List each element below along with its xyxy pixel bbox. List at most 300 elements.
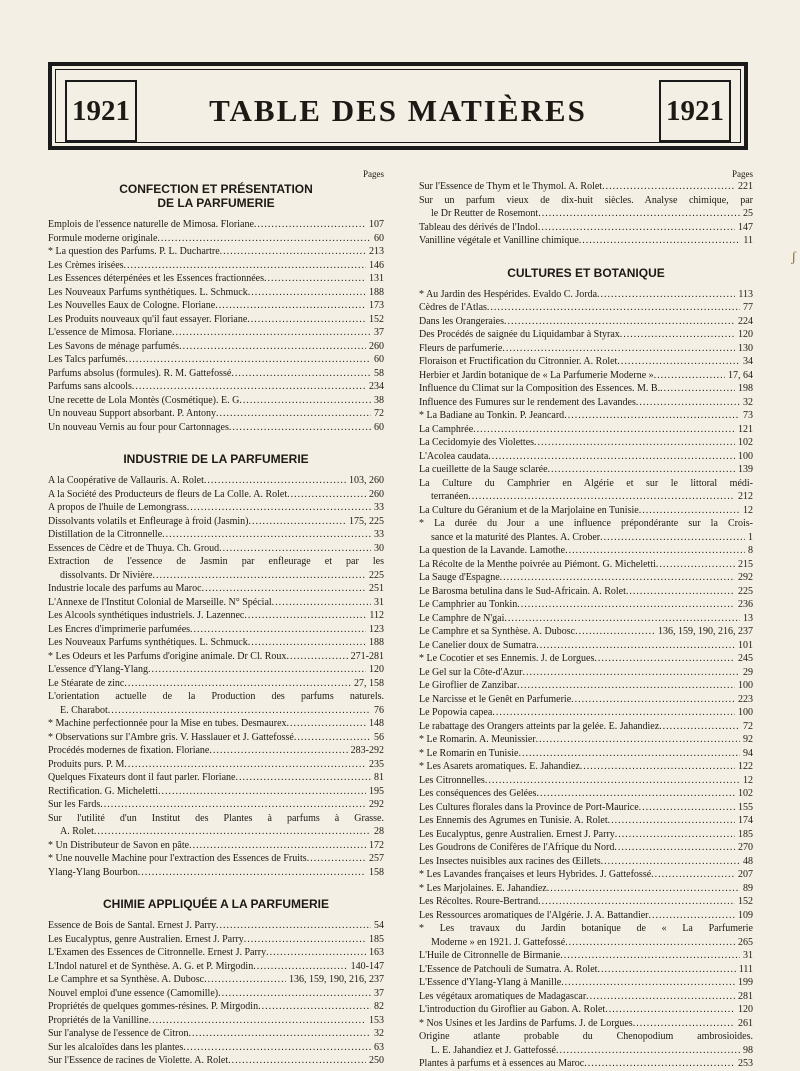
page-number: 58 (374, 367, 384, 379)
toc-entry (419, 841, 753, 855)
dot-leader (485, 774, 740, 788)
toc-entry (48, 501, 384, 515)
entry-title: Les Ennemis des Agrumes en Tunisie. A. Rolet (419, 815, 608, 826)
page-number: 37 (374, 327, 384, 338)
page-number: 98 (743, 1044, 753, 1056)
entry-title: Industrie locale des parfums au Maroc (48, 583, 202, 594)
page-number: 270 (738, 842, 753, 853)
margin-mark-icon: ʃ (791, 250, 796, 265)
section-title-cultures: CULTURES ET BOTANIQUE (507, 265, 665, 280)
dot-leader (608, 814, 735, 828)
page-number: 188 (369, 286, 384, 298)
entry-title: A propos de l'huile de Lemongrass (48, 502, 187, 513)
dot-leader (204, 474, 346, 488)
toc-entry (419, 693, 753, 707)
entry-title: * Les Odeurs et les Parfums d'origine animale. Dr Cl. Roux (48, 650, 287, 662)
entry-title: Les Citronnelles (419, 774, 485, 786)
page-number: 100 (738, 680, 753, 691)
toc-entry (419, 787, 753, 801)
toc-entry (48, 340, 384, 354)
toc-entry (48, 839, 384, 853)
toc-entry (48, 218, 384, 232)
dot-leader (307, 852, 366, 866)
entry-title-line: Extraction de l'essence de Jasmin par enfleurage et par les (48, 556, 384, 567)
dot-leader (636, 396, 740, 410)
toc-entry (419, 976, 753, 990)
dot-leader (204, 973, 286, 987)
toc-entry (48, 555, 384, 582)
toc-entry (419, 396, 753, 410)
toc-entry (419, 855, 753, 869)
entry-list-chimie-continued (419, 180, 753, 248)
toc-entry (48, 663, 384, 677)
dot-leader (649, 909, 735, 923)
page-number: 148 (369, 718, 384, 729)
entry-title: Les Ressources aromatiques de l'Algérie. J. A. Battandier (419, 909, 649, 921)
entry-title: Les Insectes nuisibles aux racines des Œillets (419, 855, 601, 867)
entry-title: Un nouveau Vernis au four pour Cartonnages (48, 421, 229, 433)
entry-title: Les Savons de ménage parfumés (48, 340, 180, 352)
dot-leader (138, 866, 366, 880)
left-column (48, 168, 384, 1068)
dot-leader (219, 542, 371, 556)
page-number: 72 (743, 720, 753, 732)
toc-entry (419, 544, 753, 558)
page-number: 32 (743, 396, 753, 408)
page-number: 11 (743, 235, 753, 246)
page-number: 155 (738, 801, 753, 813)
toc-entry (419, 612, 753, 626)
section-title-industrie: INDUSTRIE DE LA PARFUMERIE (123, 452, 309, 466)
toc-entry (48, 232, 384, 246)
entry-title: Quelques Fixateurs dont il faut parler. Floriane (48, 772, 236, 783)
dot-leader (534, 436, 735, 450)
dot-leader (253, 960, 347, 974)
page-title: TABLE DES MATIÈRES (209, 93, 587, 128)
entry-title: L'introduction du Giroflier au Gabon. A. Rolet (419, 1004, 606, 1015)
toc-entry (48, 1054, 384, 1068)
entry-title: Propriétés de quelques gommes-résines. P. Mirgodin (48, 1001, 259, 1012)
page-number: 48 (743, 855, 753, 867)
entry-title-line: Sur l'utilité d'un Institut des Plantes à parfums à Grasse. (48, 812, 384, 824)
dot-leader (538, 895, 735, 909)
page-number: 12 (743, 774, 753, 786)
year-left: 1921 (65, 80, 137, 142)
entry-title: Les Cultures florales dans la Province de Port-Maurice (419, 801, 639, 813)
page-number: 224 (738, 315, 753, 327)
toc-entry (48, 245, 384, 259)
entry-title: * Nos Usines et les Jardins de Parfums. J. de Lorgues (419, 1017, 633, 1029)
entry-title: Le Narcisse et le Genêt en Parfumerie (419, 693, 572, 705)
entry-title: * Au Jardin des Hespérides. Evaldo C. Jorda (419, 288, 598, 300)
toc-entry (48, 1014, 384, 1028)
entry-title: Les Nouvelles Eaux de Cologne. Floriane (48, 300, 216, 311)
page-number: 221 (738, 181, 753, 192)
entry-title: Les Nouveaux Parfums synthétiques. L. Schmuck (48, 637, 248, 648)
toc-entry (48, 1027, 384, 1041)
toc-entry (48, 771, 384, 785)
toc-entry (48, 785, 384, 799)
dot-leader (517, 598, 735, 612)
dot-leader (149, 1014, 366, 1028)
toc-entry (48, 421, 384, 435)
page-number: 207 (738, 869, 753, 880)
toc-entry (419, 760, 753, 774)
page-number: 152 (738, 896, 753, 907)
toc-entry (419, 828, 753, 842)
entry-title: Herbier et Jardin botanique de « La Parfumerie Moderne » (419, 369, 654, 381)
dot-leader (517, 679, 735, 693)
dot-leader (487, 301, 740, 315)
page-number: 136, 159, 190, 216, 237 (289, 974, 384, 985)
page-number: 100 (738, 450, 753, 462)
page-number: 33 (374, 502, 384, 513)
entry-title: L'Acolea caudata (419, 450, 489, 462)
page-number: 82 (374, 1001, 384, 1012)
toc-entry (419, 301, 753, 315)
entry-title: Les végétaux aromatiques de Madagascar (419, 990, 587, 1002)
entry-title: L'Essence de Patchouli de Sumatra. A. Rolet (419, 963, 598, 975)
entry-title: La Cecidomyie des Violettes (419, 437, 535, 448)
entry-title: Le Barosma betulina dans le Sud-Africain. A. Rolet (419, 585, 626, 597)
entry-title: A la Société des Producteurs de fleurs de La Colle. A. Rolet (48, 488, 288, 500)
entry-title: Le Camphrier au Tonkin (419, 599, 518, 610)
toc-entry (48, 299, 384, 313)
pages-label: Pages (732, 169, 753, 179)
page-number: 72 (374, 408, 384, 419)
toc-entry (419, 706, 753, 720)
page-number: 120 (738, 329, 753, 340)
dot-leader (124, 758, 366, 772)
page-number: 234 (369, 381, 384, 392)
toc-entry (48, 609, 384, 623)
entry-title-continuation (419, 936, 753, 950)
entry-title: Nouvel emploi d'une essence (Camomille) (48, 987, 219, 999)
entry-title: L'Examen des Essences de Citronnelle. Ernest J. Parry (48, 947, 267, 958)
dot-leader (584, 1057, 735, 1071)
toc-entry (419, 450, 753, 464)
dot-leader (536, 733, 740, 747)
dot-leader (264, 272, 366, 286)
dot-leader (179, 340, 366, 354)
dot-leader (209, 744, 347, 758)
toc-entry (419, 625, 753, 639)
dot-leader (124, 259, 366, 273)
dot-leader (617, 355, 740, 369)
page-number: 56 (374, 731, 384, 743)
entry-title: La Culture du Géranium et de la Marjolaine en Tunisie (419, 504, 639, 516)
dot-leader (502, 342, 735, 356)
section-title-confection (48, 182, 384, 210)
entry-title: terranéen (431, 491, 469, 502)
page-number: 257 (369, 853, 384, 864)
dot-leader (597, 288, 735, 302)
dot-leader (656, 558, 735, 572)
entry-title: Fleurs de parfumerie (419, 342, 503, 354)
entry-title: le Dr Reutter de Rosemont (431, 208, 539, 219)
page-number: 260 (369, 340, 384, 352)
dot-leader (231, 367, 371, 381)
toc-entry (419, 355, 753, 369)
dot-leader (162, 528, 371, 542)
toc-entry (48, 394, 384, 408)
entry-title: Les conséquences des Gelées (419, 788, 537, 799)
dot-leader (518, 747, 740, 761)
page-number: 120 (738, 1004, 753, 1015)
entry-title: Dans les Orangeraies (419, 315, 504, 327)
dot-leader (187, 501, 371, 515)
toc-entry (48, 542, 384, 556)
entry-title: Le Gel sur la Côte-d'Azur (419, 666, 523, 678)
dot-leader (216, 407, 371, 421)
toc-entry (48, 1041, 384, 1055)
dot-leader (614, 841, 735, 855)
page-number: 225 (738, 585, 753, 597)
entry-title: Le Camphre et sa Synthèse. A. Dubosc (419, 626, 576, 637)
dot-leader (202, 582, 366, 596)
page-number: 89 (743, 882, 753, 894)
dot-leader (158, 785, 366, 799)
toc-entry (48, 272, 384, 286)
toc-entry (419, 747, 753, 761)
dot-leader (172, 326, 371, 340)
entry-title: La Sauge d'Espagne (419, 572, 500, 583)
toc-entry (419, 315, 753, 329)
page-number: 112 (369, 610, 384, 621)
dot-leader (564, 409, 740, 423)
dot-leader (597, 963, 735, 977)
toc-entry (419, 382, 753, 396)
toc-entry (48, 798, 384, 812)
toc-entry (48, 515, 384, 529)
toc-entry (48, 596, 384, 610)
dot-leader (600, 531, 745, 545)
page-number: 8 (748, 545, 753, 556)
page-number: 140-147 (350, 960, 384, 972)
page-number: 34 (743, 356, 753, 367)
entry-title: Les Goudrons de Conifères de l'Afrique du Nord (419, 842, 615, 853)
page-number: 27, 158 (354, 677, 384, 689)
page-number: 94 (743, 747, 753, 759)
toc-entry (48, 731, 384, 745)
dot-leader (561, 976, 735, 990)
dot-leader (183, 1041, 371, 1055)
dot-leader (601, 855, 740, 869)
page-number: 174 (738, 815, 753, 826)
dot-leader (575, 625, 655, 639)
entry-title: Distillation de la Citronnelle (48, 529, 163, 540)
page-number: 13 (743, 612, 753, 624)
toc-entry (419, 679, 753, 693)
toc-entry (48, 367, 384, 381)
page-number: 198 (738, 383, 753, 394)
toc-entry (419, 733, 753, 747)
toc-entry (419, 436, 753, 450)
entry-list-industrie (48, 474, 384, 879)
entry-title: A. Rolet (60, 826, 94, 837)
toc-entry (48, 919, 384, 933)
page-number: 173 (369, 300, 384, 311)
entry-title: La Camphrée (419, 423, 474, 435)
dot-leader (579, 234, 741, 248)
toc-entry (419, 868, 753, 882)
entry-title: Plantes à parfums et à essences au Maroc (419, 1058, 585, 1069)
dot-leader (235, 771, 371, 785)
entry-title: * Une nouvelle Machine pour l'extraction des Essences de Fruits (48, 853, 307, 864)
dot-leader (100, 798, 366, 812)
page-number: 261 (738, 1017, 753, 1029)
entry-title: * Les Marjolaines. E. Jahandiez (419, 882, 547, 894)
page-number: 215 (738, 558, 753, 570)
page-number: 76 (374, 704, 384, 716)
dot-leader (473, 423, 735, 437)
dot-leader (580, 760, 735, 774)
page-number: 147 (738, 221, 753, 233)
dot-leader (547, 882, 740, 896)
toc-entry (48, 946, 384, 960)
page-number: 73 (743, 410, 753, 421)
dot-leader (247, 313, 366, 327)
toc-entry (419, 895, 753, 909)
toc-entry (48, 407, 384, 421)
toc-entry (48, 987, 384, 1001)
dot-leader (215, 299, 366, 313)
page-number: 223 (738, 693, 753, 705)
entry-title: Sur l'Essence de Thym et le Thymol. A. Rolet (419, 181, 603, 192)
entry-title-continuation (48, 569, 384, 583)
entry-title: Essences de Cèdre et de Thuya. Ch. Groud (48, 542, 220, 554)
page-number: 111 (738, 963, 753, 975)
page-number: 33 (374, 529, 384, 540)
dot-leader (654, 369, 725, 383)
entry-title: Les Essences déterpénées et les Essences fractionnées (48, 273, 265, 284)
toc-entry (48, 744, 384, 758)
entry-title-continuation (48, 825, 384, 839)
entry-title: Sur l'Essence de racines de Violette. A. Rolet (48, 1055, 229, 1066)
page-number: 153 (369, 1014, 384, 1026)
page-number: 29 (743, 666, 753, 678)
toc-entry (48, 758, 384, 772)
toc-entry (419, 774, 753, 788)
page-number: 60 (374, 354, 384, 365)
page-number: 12 (743, 504, 753, 516)
entry-title: * La question des Parfums. P. L. Duchartre (48, 246, 220, 257)
dot-leader (538, 221, 735, 235)
entry-title: L'Indol naturel et de Synthèse. A. G. et P. Mirgodin (48, 960, 254, 972)
entry-title: Produits purs. P. M (48, 758, 125, 770)
toc-entry (419, 477, 753, 504)
entry-title: Les Talcs parfumés (48, 354, 126, 365)
entry-title: Sur l'analyse de l'essence de Citron (48, 1028, 189, 1039)
entry-title: Parfums absolus (formules). R. M. Gattefossé (48, 367, 232, 379)
entry-title: Les Crèmes irisées (48, 259, 124, 271)
entry-title: E. Charabot (60, 704, 108, 716)
toc-entry (419, 598, 753, 612)
dot-leader (266, 946, 366, 960)
page-number: 25 (743, 208, 753, 219)
entry-title: Rectification. G. Micheletti (48, 785, 158, 797)
entry-title: * Les Asarets aromatiques. E. Jahandiez (419, 761, 580, 772)
entry-title: Propriétés de la Vanilline (48, 1014, 149, 1026)
dot-leader (190, 623, 366, 637)
dot-leader (633, 1017, 735, 1031)
toc-entry (48, 717, 384, 731)
page-number: 30 (374, 542, 384, 554)
page-number: 107 (369, 219, 384, 230)
entry-title: Vanilline végétale et Vanilline chimique (419, 235, 579, 246)
toc-entry (48, 488, 384, 502)
page-number: 31 (374, 596, 384, 608)
dot-leader (536, 787, 735, 801)
entry-title: L'Annexe de l'Institut Colonial de Marseille. N° Spécial (48, 596, 272, 608)
entry-title-line: * La durée du Jour a une influence prépondérante sur la Crois- (419, 518, 753, 529)
dot-leader (218, 987, 371, 1001)
page-number: 31 (743, 950, 753, 961)
page-number: 113 (738, 288, 753, 300)
page-number: 235 (369, 758, 384, 770)
entry-title: * Machine perfectionnée pour la Mise en tubes. Desmaurex (48, 718, 287, 729)
toc-entry (48, 474, 384, 488)
dot-leader (565, 936, 735, 950)
toc-entry (48, 866, 384, 880)
entry-title: sance et la maturité des Plantes. A. Crober (431, 531, 601, 543)
page-number: 163 (369, 947, 384, 958)
page-number: 38 (374, 394, 384, 406)
dot-leader (522, 666, 740, 680)
toc-entry (48, 528, 384, 542)
entry-title: Les Produits nouveaux qu'il faut essayer. Floriane (48, 313, 248, 325)
right-column (419, 168, 753, 1071)
toc-entry (48, 933, 384, 947)
toc-entry (48, 852, 384, 866)
entry-title-continuation (419, 490, 753, 504)
entry-title: Influence des Fumures sur le rendement des Lavandes (419, 396, 636, 408)
page-number: 253 (738, 1058, 753, 1069)
toc-entry (419, 639, 753, 653)
toc-entry (419, 666, 753, 680)
page-number: 101 (738, 639, 753, 651)
dot-leader (287, 488, 366, 502)
entry-title: Floraison et Fructification du Citronnier. A. Rolet (419, 356, 618, 367)
entry-title-line: Origine atlante probable du Chenopodium ambrosioides. (419, 1031, 753, 1042)
dot-leader (639, 801, 735, 815)
page-number: 109 (738, 909, 753, 921)
entry-title: Moderne » en 1921. J. Gattefossé (431, 936, 566, 948)
toc-entry (419, 990, 753, 1004)
entry-title: Les Alcools synthétiques industriels. J. Lazennec (48, 610, 245, 621)
entry-title: Le rabattage des Orangers atteints par la gelée. E. Jahandiez (419, 720, 660, 732)
entry-title: Dissolvants volatils et Enfleurage à froid (Jasmin) (48, 515, 249, 527)
page-number: 172 (369, 839, 384, 851)
toc-entry (48, 286, 384, 300)
entry-title: Le Stéarate de zinc (48, 677, 125, 689)
entry-title: Emplois de l'essence naturelle de Mimosa. Floriane (48, 219, 254, 230)
dot-leader (148, 663, 366, 677)
toc-entry (419, 342, 753, 356)
page-number: 236 (738, 599, 753, 610)
toc-entry (419, 328, 753, 342)
entry-title: Les Nouveaux Parfums synthétiques. L. Schmuck (48, 286, 248, 298)
page-number: 131 (369, 273, 384, 284)
dot-leader (565, 544, 745, 558)
dot-leader (660, 382, 735, 396)
entry-title: Le Camphre de N'gai (419, 612, 505, 624)
entry-title: Les Encres d'imprimerie parfumées (48, 623, 191, 635)
entry-title-continuation (419, 531, 753, 545)
entry-title: dissolvants. Dr Nivière (60, 569, 153, 581)
entry-title: Le Giroflier de Zanzibar (419, 680, 518, 691)
dot-leader (189, 1027, 371, 1041)
